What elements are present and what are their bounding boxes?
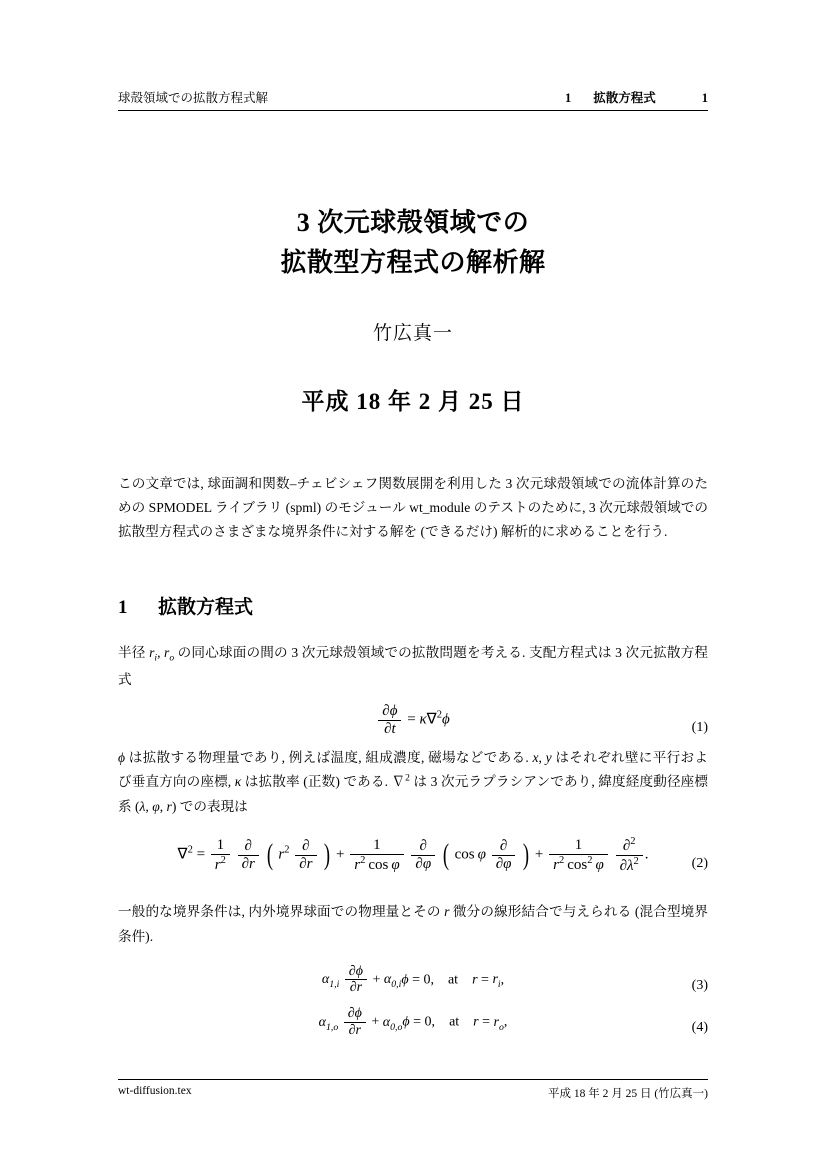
paragraph-2-part-b: はそれぞれ壁に平行および垂直方向の座標, bbox=[118, 749, 708, 790]
paragraph-2-part-a: は拡散する物理量であり, 例えば温度, 組成濃度, 磁場などである. bbox=[125, 749, 533, 765]
author-name: 竹広真一 bbox=[372, 322, 453, 344]
running-head-page-number: 1 bbox=[701, 91, 708, 105]
paragraph-2: ϕ は拡散する物理量であり, 例えば温度, 組成濃度, 磁場などである. x, y はそれぞれ壁に平行および垂直方向の座標, κ は拡散率 (正数) である. ∇$^2$ は 3 次元ラプラシアンであり, 緯度経度動径座標系 (λ, φ, r) での表現は bbox=[118, 749, 709, 814]
equation-1-number: (1) bbox=[691, 719, 708, 735]
equation-4 bbox=[118, 1006, 708, 1038]
equation-3-body: $\alpha_{1,i}$ $\frac{\partial\phi}{\partial r}$ + $\alpha_{0,i}\phi = 0$, at $r = r_i$, bbox=[321, 963, 505, 996]
equation-4-body: $\alpha_{1,o}$ $\frac{\partial\phi}{\partial r}$ + $\alpha_{0,o}\phi = 0$, at $r = r_o$, bbox=[318, 1006, 508, 1038]
paragraph-2-part-e: での表現は bbox=[176, 798, 248, 814]
title-line-2: 拡散型方程式の解析解 bbox=[280, 248, 546, 278]
paragraph-3-part-a: 一般的な境界条件は, 内外境界球面での物理量とその bbox=[118, 904, 445, 920]
paragraph-1-part-b: の同心球面の間の 3 次元球殻領域での拡散問題を考える. 支配方程式は 3 次元拡散方程式 bbox=[118, 645, 708, 688]
abstract-paragraph: この文章では, 球面調和関数–チェビシェフ関数展開を利用した 3 次元球殻領域での流体計算のための SPMODEL ライブラリ (spml) のモジュール wt_module のテストのために, 3 次元球殻領域での拡散型方程式のさまざまな境界条件に対する解を (できるだけ) 解析的に求めることを行う. bbox=[118, 475, 708, 539]
equation-2-number: (2) bbox=[691, 856, 708, 872]
section-number: 1 bbox=[118, 597, 128, 619]
equation-3 bbox=[118, 964, 708, 996]
footer-date: 平成 18 年 2 月 25 日 (竹広真一) bbox=[547, 1088, 708, 1100]
running-head-section-title: 拡散方程式 bbox=[593, 91, 656, 105]
running-head-left: 球殻領域での拡散方程式解 bbox=[118, 91, 269, 105]
equation-2 bbox=[118, 836, 708, 875]
page-content bbox=[118, 88, 708, 1046]
paragraph-2-part-c: は拡散率 (正数) である. bbox=[241, 774, 392, 790]
document-date: 平成 18 年 2 月 25 日 bbox=[301, 388, 525, 414]
title-line-1: 3 次元球殻領域での bbox=[296, 208, 530, 237]
equation-1 bbox=[118, 703, 708, 738]
paragraph-3-part-b: 微分の線形結合で与えられる (混合型境界条件). bbox=[118, 904, 708, 945]
paragraph-1: 半径 $r_i$, $r_o$ の同心球面の間の 3 次元球殻領域での拡散問題を考える. 支配方程式は 3 次元拡散方程式 bbox=[118, 645, 708, 688]
running-head bbox=[118, 88, 708, 111]
paragraph-3: 一般的な境界条件は, 内外境界球面での物理量とその r 微分の線形結合で与えられる (混合型境界条件). bbox=[118, 904, 708, 945]
section-title: 拡散方程式 bbox=[158, 597, 254, 619]
footer-filename: wt-diffusion.tex bbox=[118, 1085, 192, 1097]
equation-3-number: (3) bbox=[691, 978, 708, 994]
equation-1-body: $\frac{\partial\phi}{\partial t}$ = κ∇$^2$ϕ bbox=[118, 703, 708, 738]
running-head-section-number: 1 bbox=[564, 91, 572, 105]
paragraph-1-part-a: 半径 bbox=[118, 645, 150, 661]
equation-4-number: (4) bbox=[691, 1020, 708, 1036]
paragraph-2-part-d: は 3 次元ラプラシアンであり, 緯度経度動径座標系 bbox=[118, 774, 709, 814]
page-footer bbox=[118, 1079, 708, 1101]
equation-3-at: at bbox=[447, 972, 459, 988]
equation-4-at: at bbox=[449, 1014, 460, 1030]
section-heading bbox=[118, 592, 708, 619]
document-title bbox=[118, 203, 708, 284]
equation-2-body: ∇$^2$ = $\frac{1}{r^2}$ $\frac{\partial}{\partial r}$ ( $r^2$ $\frac{\partial}{\partial r}$ ) + $\frac{1}{r^2 \cos \varphi}$ $\frac{\partial}{\partial\varphi}$ ( cos φ $\frac{\partial}{\partial\varphi}$ ) + $\frac{1}{r^2 \cos^2 \varphi}$ $\frac{\partial^2}{\partial\lambda^2}$ . bbox=[177, 835, 649, 874]
